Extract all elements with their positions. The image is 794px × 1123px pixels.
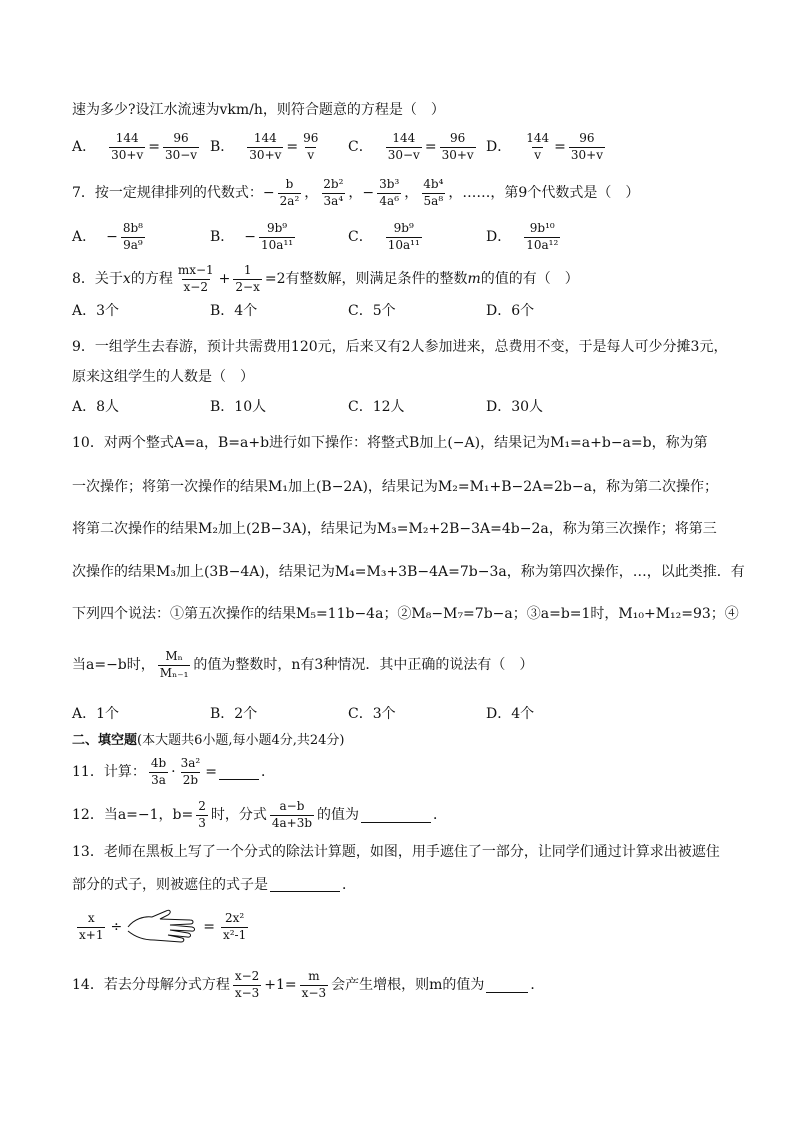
fraction: $\frac{\text{3a²}}{2b}$ [180,756,201,787]
q9-options [72,400,734,414]
fraction: $\frac{\text{9b⁹}}{\text{10a¹¹}}$ [261,221,294,252]
fraction: $\frac{\text{3b³}}{\text{4a⁶}}$ [379,177,400,208]
q10-line4: 次操作的结果M₃加上(3B−4A)，结果记为M₄=M₃+3B−4A=7b−3a，称为第四次操作，…，以此类推．有 [72,564,745,580]
fraction: $\frac{96}{30+v}$ [570,131,603,162]
q9-option-c[interactable]: C．12人 [348,399,405,415]
q10-line6: 当a=−b时， $\frac{\text{Mₙ}}{\text{Mₙ₋₁}}$ 的值为整数时，n有3种情况．其中正确的说法有（ ） [72,649,534,680]
fraction: $\frac{144}{30+v}$ [249,131,282,162]
fraction: $\frac{\text{9b¹⁰}}{\text{10a¹²}}$ [526,221,559,252]
fraction: $\frac{96}{v}$ [303,131,319,162]
fraction: $\frac{96}{30+v}$ [441,131,474,162]
q13-figure: $\frac{x}{x+1}$ ÷ = $\frac{\text{2x²}}{\text{x²-1}}$ [74,907,734,947]
fraction: $\frac{\text{4b⁴}}{\text{5a⁸}}$ [423,177,444,208]
fraction: $\frac{x}{x+1}$ [79,910,104,942]
q10-line5: 下列四个说法：①第五次操作的结果M₅=11b−4a；②M₈−M₇=7b−a；③a=b=1时，M₁₀+M₁₂=93；④ [72,606,739,622]
fraction: $\frac{4b}{3a}$ [150,756,167,787]
fraction: $\frac{x-2}{x-3}$ [234,969,260,1000]
q9-option-a[interactable]: A．8人 [72,399,120,415]
fraction: $\frac{144}{30-v}$ [387,131,420,162]
q10-option-a[interactable]: A．1个 [72,706,120,722]
fraction: $\frac{b}{\text{2a²}}$ [279,177,300,208]
fraction: $\frac{144}{30+v}$ [111,131,144,162]
q10-line1: 10．对两个整式A=a，B=a+b进行如下操作：将整式B加上(−A)，结果记为M₁=a+b−a=b，称为第 [72,435,708,451]
fraction: $\frac{\text{8b⁸}}{\text{9a⁹}}$ [122,221,143,252]
q12: 12．当a=−1，b= $\frac{2}{3}$ 时，分式 $\frac{a-b}{4a+3b}$ 的值为 ． [72,799,448,830]
q13-line2: 部分的式子，则被遮住的式子是 ． [72,876,356,893]
q6-option-a[interactable]: A． $\frac{144}{30+v}$ = $\frac{96}{30-v}$ [72,131,198,162]
fraction: $\frac{144}{v}$ [526,131,550,162]
fraction: $\frac{\text{Mₙ}}{\text{Mₙ₋₁}}$ [159,649,189,680]
q14: 14．若去分母解分式方程 $\frac{x-2}{x-3}$ +1= $\frac{m}{x-3}$ 会产生增根，则m的值为 ． [72,969,545,1000]
q13-line1: 13．老师在黑板上写了一个分式的除法计算题，如图，用手遮住了一部分，让同学们通过计算求出被遮住 [72,844,720,860]
q9-line2: 原来这组学生的人数是（ ） [72,369,254,385]
q7-option-d[interactable]: D． $\frac{\text{9b¹⁰}}{\text{10a¹²}}$ [486,221,559,252]
q6-options [72,132,734,163]
fraction: $\frac{2}{3}$ [198,799,206,830]
fraction: $\frac{1}{2-x}$ [235,263,260,294]
q11-answer-blank[interactable] [219,765,259,780]
q6-option-d[interactable]: D． $\frac{144}{v}$ = $\frac{96}{30+v}$ [486,131,603,162]
q11: 11．计算： $\frac{4b}{3a}$ · $\frac{\text{3a²}}{2b}$ = ． [72,756,275,787]
fraction: $\frac{a-b}{4a+3b}$ [271,799,313,830]
fraction: $\frac{\text{9b⁹}}{\text{10a¹¹}}$ [387,221,420,252]
q10-line3: 将第二次操作的结果M₂加上(2B−3A)，结果记为M₃=M₂+2B−3A=4b−2a，称为第三次操作；将第三 [72,521,717,537]
q10-options [72,707,734,721]
fraction: $\frac{\text{2b²}}{\text{3a⁴}}$ [323,177,344,208]
q8-option-a[interactable]: A．3个 [72,303,120,319]
q14-answer-blank[interactable] [486,978,528,993]
q8-option-b[interactable]: B．4个 [210,303,258,319]
q9-option-d[interactable]: D．30人 [486,399,544,415]
q7-option-b[interactable]: B． − $\frac{\text{9b⁹}}{\text{10a¹¹}}$ [210,221,294,252]
q6-option-b[interactable]: B． $\frac{144}{30+v}$ = $\frac{96}{v}$ [210,131,319,162]
section2-heading: 二、填空题 (本大题共6小题,每小题4分,共24分) [72,733,345,748]
q6-stem-text: 速为多少?设江水流速为vkm/h，则符合题意的方程是（ ） [72,102,445,118]
q7-option-c[interactable]: C． $\frac{\text{9b⁹}}{\text{10a¹¹}}$ [348,221,420,252]
fraction: $\frac{mx-1}{x-2}$ [177,263,214,294]
q8-stem: 8．关于 x 的方程 $\frac{mx-1}{x-2}$ + $\frac{1}{2-x}$ =2有整数解，则满足条件的整数 m 的值的有（ ） [72,263,579,294]
hand-covering-icon [126,909,198,945]
fraction: $\frac{96}{30-v}$ [164,131,198,162]
q8-options [72,304,734,318]
q8-option-c[interactable]: C．5个 [348,303,396,319]
q9-line1: 9．一组学生去春游，预计共需费用120元，后来又有2人参加进来，总费用不变，于是每人可少分摊3元， [72,339,728,355]
q10-option-b[interactable]: B．2个 [210,706,258,722]
q10-option-d[interactable]: D．4个 [486,706,535,722]
q6-stem [72,103,734,117]
q13-answer-blank[interactable] [270,877,340,892]
q8-option-d[interactable]: D．6个 [486,303,535,319]
q6-option-c[interactable]: C． $\frac{144}{30-v}$ = $\frac{96}{30+v}$ [348,131,474,162]
q7-stem: 7．按一定规律排列的代数式： − $\frac{b}{\text{2a²}}$ ， $\frac{\text{2b²}}{\text{3a⁴}}$ ， − $\frac{\text{3b³}}{\text{4a⁶}}$ ， $\frac{\text{4b⁴}}{\text{5a⁸}}$ ，……，第9个代数式是（ ） [72,177,640,208]
q10-option-c[interactable]: C．3个 [348,706,396,722]
q7-option-a[interactable]: A． − $\frac{\text{8b⁸}}{\text{9a⁹}}$ [72,221,143,252]
q10-line2: 一次操作；将第一次操作的结果M₁加上(B−2A)，结果记为M₂=M₁+B−2A=2b−a，称为第二次操作； [72,479,718,495]
fraction: $\frac{\text{2x²}}{\text{x²-1}}$ [222,910,247,942]
fraction: $\frac{m}{x-3}$ [301,969,327,1000]
q12-answer-blank[interactable] [361,808,431,823]
q9-option-b[interactable]: B．10人 [210,399,267,415]
q7-options [72,222,734,253]
